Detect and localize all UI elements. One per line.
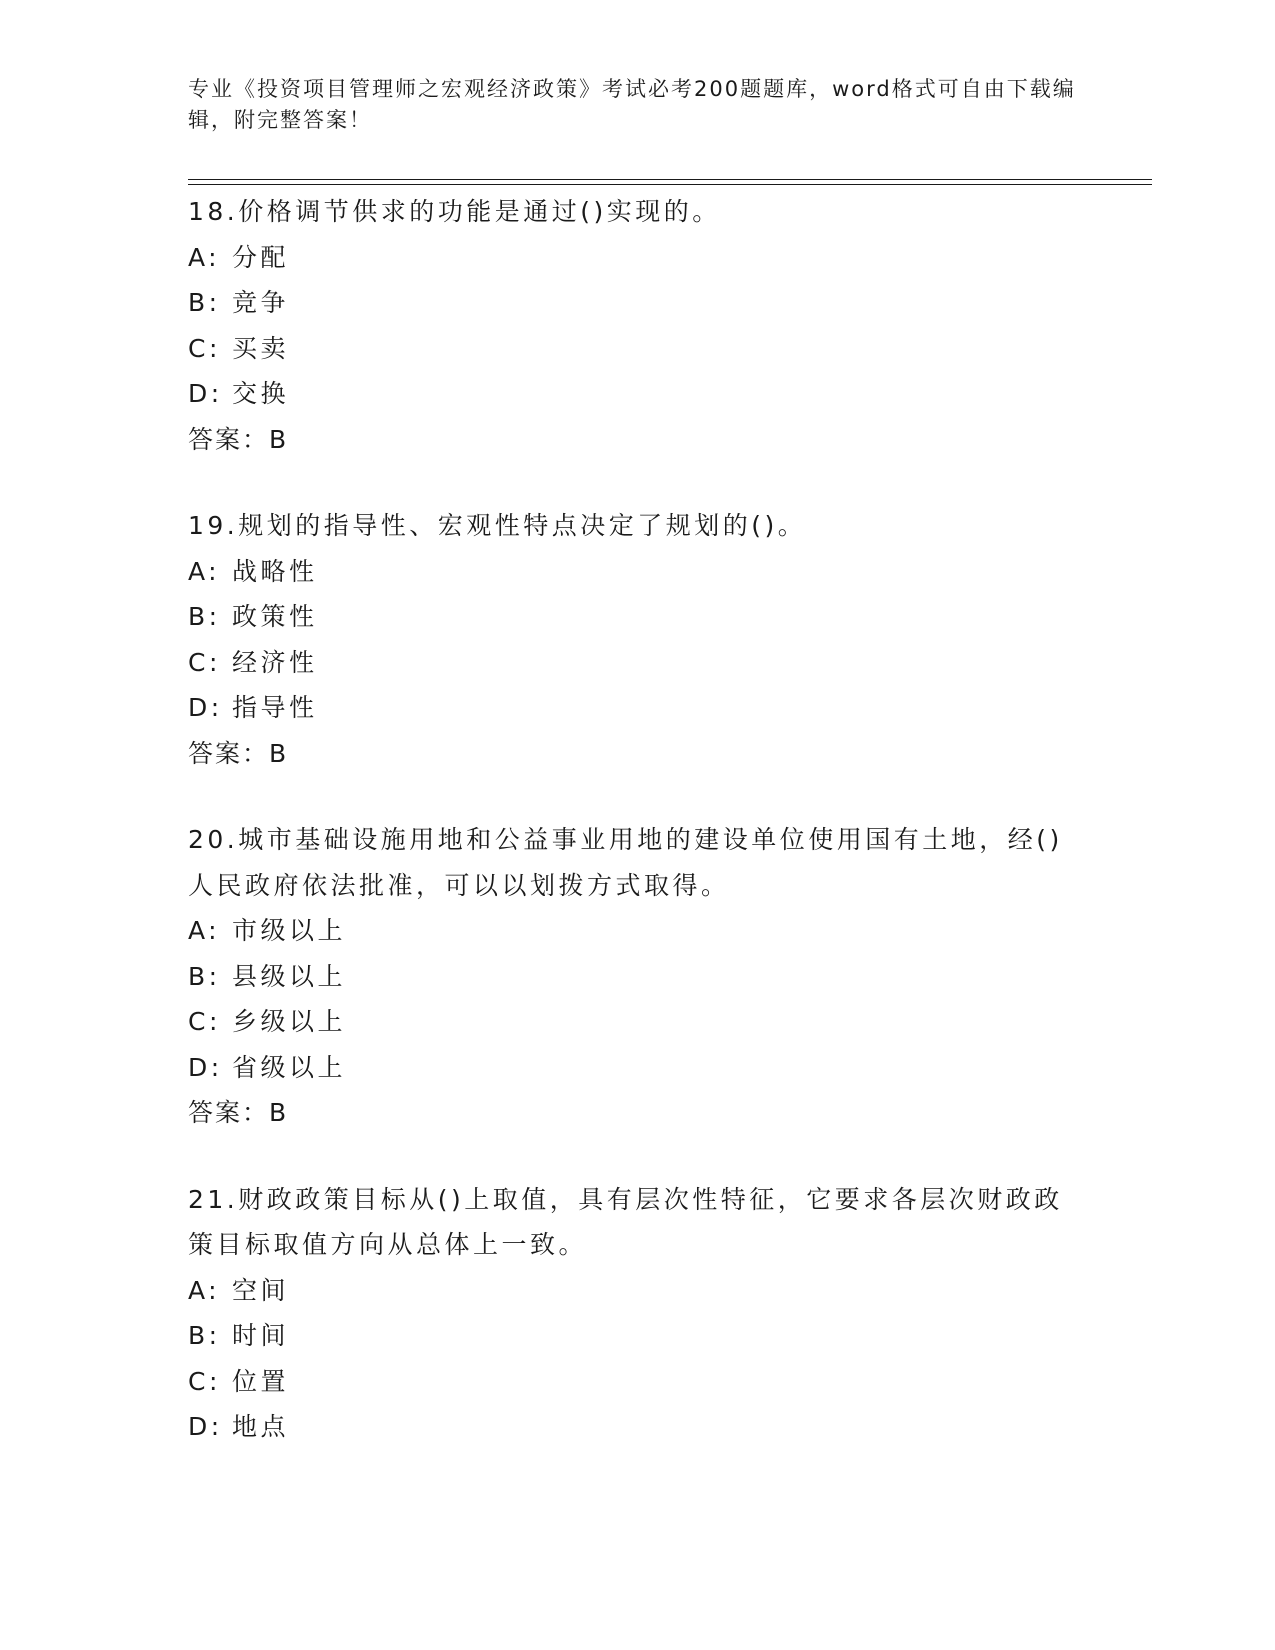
option-b	[188, 280, 1088, 326]
option-letter: A:	[188, 242, 221, 272]
option-text: 经济性	[232, 647, 318, 677]
option-d	[188, 371, 1088, 417]
option-text: 买卖	[232, 333, 290, 363]
option-text: 乡级以上	[232, 1007, 347, 1036]
option-text: 市级以上	[232, 916, 347, 945]
option-d	[188, 1404, 1088, 1450]
question-stem: 18.价格调节供求的功能是通过()实现的。	[188, 197, 721, 226]
option-letter: D:	[188, 379, 223, 408]
option-text: 交换	[232, 379, 290, 408]
answer-line: 答案：B	[188, 1098, 289, 1127]
option-text: 时间	[232, 1321, 290, 1350]
question-stem: 19.规划的指导性、宏观性特点决定了规划的()。	[188, 511, 807, 540]
option-text: 战略性	[232, 556, 318, 586]
option-letter: A:	[188, 916, 221, 945]
header-divider	[188, 179, 1152, 185]
document-header: 专业《投资项目管理师之宏观经济政策》考试必考200题题库，word格式可自由下载编辑，附完整答案！	[188, 77, 1076, 132]
option-letter: D:	[188, 1412, 223, 1441]
option-letter: A:	[188, 1275, 221, 1305]
option-text: 竞争	[232, 288, 290, 317]
option-letter: B:	[188, 1321, 221, 1350]
option-letter: D:	[188, 693, 223, 722]
option-c	[188, 640, 1088, 686]
option-text: 政策性	[232, 602, 318, 631]
option-letter: C:	[188, 647, 221, 677]
option-letter: C:	[188, 333, 221, 363]
question-stem: 21.财政政策目标从()上取值，具有层次性特征，它要求各层次财政政策目标取值方向从总体上一致。	[188, 1184, 1063, 1259]
option-a	[188, 908, 1088, 954]
question-19	[188, 503, 1088, 776]
question-18	[188, 189, 1088, 462]
option-letter: C:	[188, 1007, 221, 1036]
option-letter: D:	[188, 1052, 223, 1082]
question-list	[188, 189, 1088, 1491]
option-b	[188, 1313, 1088, 1359]
question-21	[188, 1177, 1088, 1450]
option-letter: B:	[188, 288, 221, 317]
question-20	[188, 817, 1088, 1136]
option-c	[188, 1359, 1088, 1405]
option-d	[188, 685, 1088, 731]
option-text: 空间	[232, 1275, 290, 1305]
option-text: 地点	[232, 1412, 290, 1441]
option-a	[188, 1268, 1088, 1314]
option-letter: B:	[188, 602, 221, 631]
option-c	[188, 999, 1088, 1045]
question-stem: 20.城市基础设施用地和公益事业用地的建设单位使用国有土地，经()人民政府依法批准，可以以划拨方式取得。	[188, 825, 1063, 900]
option-d	[188, 1045, 1088, 1091]
option-c	[188, 326, 1088, 372]
option-text: 分配	[232, 242, 290, 272]
answer-line: 答案：B	[188, 424, 289, 454]
option-text: 县级以上	[232, 961, 347, 991]
option-text: 位置	[232, 1366, 290, 1396]
option-letter: C:	[188, 1366, 221, 1396]
option-b	[188, 954, 1088, 1000]
option-text: 省级以上	[232, 1052, 347, 1082]
option-b	[188, 594, 1088, 640]
option-letter: B:	[188, 961, 221, 991]
option-a	[188, 235, 1088, 281]
option-letter: A:	[188, 556, 221, 586]
option-a	[188, 549, 1088, 595]
answer-line: 答案：B	[188, 738, 289, 768]
option-text: 指导性	[232, 693, 318, 722]
